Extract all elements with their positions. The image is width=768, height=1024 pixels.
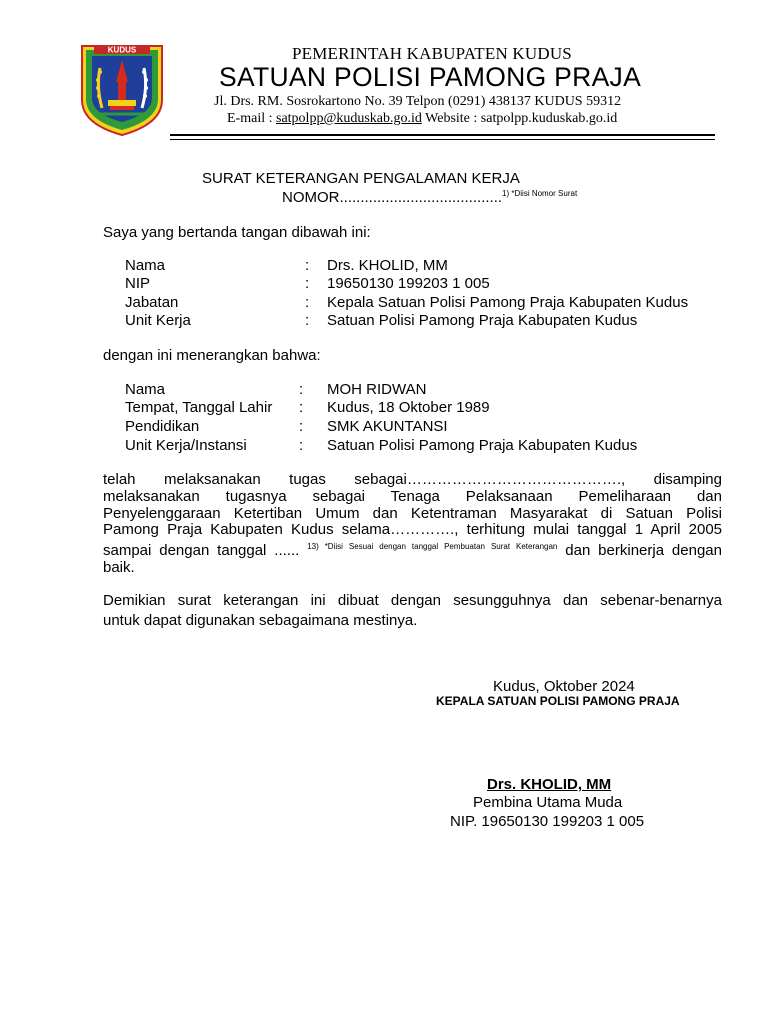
letterhead-rule-thin (170, 139, 715, 140)
signer-position-label: Jabatan (125, 294, 179, 311)
subject-unit-colon: : (299, 437, 304, 454)
body-paragraph (103, 472, 722, 577)
government-name: PEMERINTAH KABUPATEN KUDUS (292, 44, 572, 63)
emblem-label: KUDUS (107, 45, 137, 55)
body-line-3: Penyelenggaraan Ketertiban Umum dan Ketentraman Masyarakat di Satuan Polisi (103, 504, 722, 522)
website-text: satpolpp.kuduskab.go.id (480, 111, 618, 126)
subject-name-value: MOH RIDWAN (327, 381, 427, 398)
email-label: E-mail : (227, 111, 276, 126)
signature-position: KEPALA SATUAN POLISI PAMONG PRAJA (436, 694, 680, 708)
subject-education-colon: : (299, 418, 304, 435)
body-line-6: baik. (103, 558, 135, 576)
intro-text: Saya yang bertanda tangan dibawah ini: (103, 224, 371, 241)
subject-education-label: Pendidikan (125, 418, 200, 435)
signer-name-label: Nama (125, 257, 166, 274)
subject-birth-colon: : (299, 399, 304, 416)
signer-unit-label: Unit Kerja (125, 312, 191, 329)
body-line-5-end: dan berkinerja dengan (565, 542, 722, 560)
signer-nip-value: 19650130 199203 1 005 (327, 275, 490, 292)
office-contact (227, 111, 617, 127)
body-line-2: melaksanakan tugasnya sebagai Tenaga Pelaksanaan Pemeliharaan dan (103, 487, 722, 505)
body-line-5 (103, 539, 722, 560)
signature-rank: Pembina Utama Muda (473, 794, 623, 811)
letter-title: SURAT KETERANGAN PENGALAMAN KERJA (202, 170, 520, 187)
subject-unit-value: Satuan Polisi Pamong Praja Kabupaten Kudus (327, 437, 638, 454)
signer-position-value: Kepala Satuan Polisi Pamong Praja Kabupaten Kudus (327, 294, 689, 311)
subject-unit-label: Unit Kerja/Instansi (125, 437, 247, 454)
office-name: SATUAN POLISI PAMONG PRAJA (219, 62, 642, 92)
subject-name-colon: : (299, 381, 304, 398)
email-link[interactable]: satpolpp@kuduskab.go.id (276, 111, 422, 126)
closing-line-1: Demikian surat keterangan ini dibuat dengan sesungguhnya dan sebenar-benarnya (103, 592, 722, 609)
signer-nip-label: NIP (125, 275, 151, 292)
letter-number-field: NOMOR....................................... (282, 189, 503, 206)
body-line-4: Pamong Praja Kabupaten Kudus selama…………., terhitung mulai tanggal 1 April 2005 (103, 521, 722, 539)
letterhead-rule-thick (170, 134, 715, 136)
subject-birth-value: Kudus, 18 Oktober 1989 (327, 399, 490, 416)
signer-unit-value: Satuan Polisi Pamong Praja Kabupaten Kudus (327, 312, 638, 329)
signer-nip-colon: : (305, 275, 310, 292)
signer-position-colon: : (305, 294, 310, 311)
closing-paragraph (103, 591, 722, 631)
signer-name-colon: : (305, 257, 310, 274)
website-label: Website : (421, 111, 481, 126)
body-line-5-start: sampai dengan tanggal ...... (103, 542, 300, 560)
signature-nip: NIP. 19650130 199203 1 005 (450, 813, 645, 830)
closing-line-2: untuk dapat digunakan sebagaimana mestinya. (103, 612, 418, 629)
subject-education-value: SMK AKUNTANSI (327, 418, 448, 435)
subject-name-label: Nama (125, 381, 166, 398)
office-address: Jl. Drs. RM. Sosrokartono No. 39 Telpon (0291) 438137 KUDUS 59312 (214, 94, 622, 109)
letter-number (282, 189, 577, 206)
letter-number-note: 1) *Diisi Nomor Surat (502, 189, 578, 198)
middle-text: dengan ini menerangkan bahwa: (103, 347, 321, 364)
signer-name-value: Drs. KHOLID, MM (327, 257, 448, 274)
date-fill-note: 13) *Diisi Sesuai dengan tanggal Pembuatan Surat Keterangan (307, 542, 558, 552)
signature-name: Drs. KHOLID, MM (487, 776, 612, 793)
kudus-emblem-logo (80, 42, 164, 137)
body-line-1: telah melaksanakan tugas sebagai……………………………………., disamping (103, 471, 722, 488)
signature-place-date: Kudus, Oktober 2024 (493, 678, 635, 695)
subject-birth-label: Tempat, Tanggal Lahir (125, 399, 273, 416)
signer-unit-colon: : (305, 312, 310, 329)
